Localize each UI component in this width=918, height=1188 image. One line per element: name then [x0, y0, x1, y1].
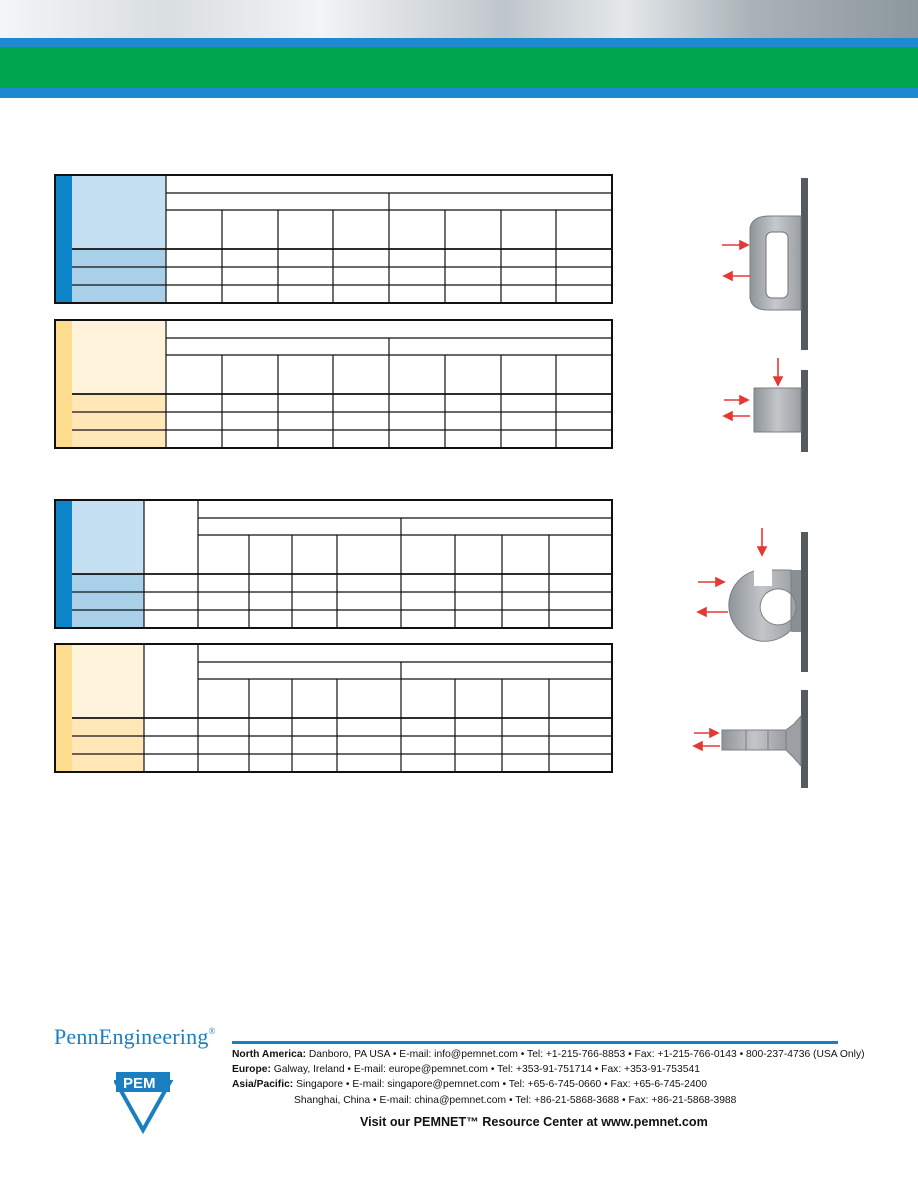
spec-table-1: [54, 174, 613, 304]
contact-shanghai: Shanghai, China • E-mail: china@pemnet.com • Tel: +86-21-5868-3688 • Fax: +86-21-5868-3988: [294, 1094, 737, 1106]
contact-asia-pacific: Asia/Pacific: Singapore • E-mail: singapore@pemnet.com • Tel: +65-6-745-0660 • Fax: +65-6-745-2400: [232, 1079, 707, 1091]
pem-logo-text: PEM: [123, 1075, 156, 1092]
standoff-block-pushout-icon: [700, 352, 820, 456]
standoff-loop-pushout-torqueout-icon: [700, 172, 820, 352]
table-grid: [56, 501, 611, 627]
contact-europe: Europe: Galway, Ireland • E-mail: europe@pemnet.com • Tel: +353-91-751714 • Fax: +353-91-753541: [232, 1064, 700, 1076]
spec-table-3: [54, 499, 613, 629]
table-grid: [56, 645, 611, 771]
standoff-flanged-pushout-icon: [690, 686, 820, 792]
footer-rule: [232, 1041, 838, 1044]
table-grid: [56, 176, 611, 302]
standoff-clip-pushout-torqueout-icon: [690, 526, 820, 676]
header-blue-stripe-top: [0, 38, 918, 47]
resource-center-link[interactable]: Visit our PEMNET™ Resource Center at www.pemnet.com: [360, 1115, 708, 1129]
brand-wordmark: PennEngineering®: [54, 1024, 216, 1049]
spec-table-4: [54, 643, 613, 773]
pem-logo: [114, 1070, 174, 1136]
contact-north-america: North America: Danboro, PA USA • E-mail: info@pemnet.com • Tel: +1-215-766-8853 • Fax: +1-215-766-0143 • 800-237-4736 (USA Only): [232, 1049, 865, 1060]
header-green-band: [0, 47, 918, 88]
header-metal-band: [0, 0, 918, 38]
header-blue-stripe-bottom: [0, 88, 918, 98]
table-grid: [56, 321, 611, 447]
contact-list: [232, 1047, 872, 1108]
spec-table-2: [54, 319, 613, 449]
pem-logo-mark: ®: [163, 1075, 168, 1081]
